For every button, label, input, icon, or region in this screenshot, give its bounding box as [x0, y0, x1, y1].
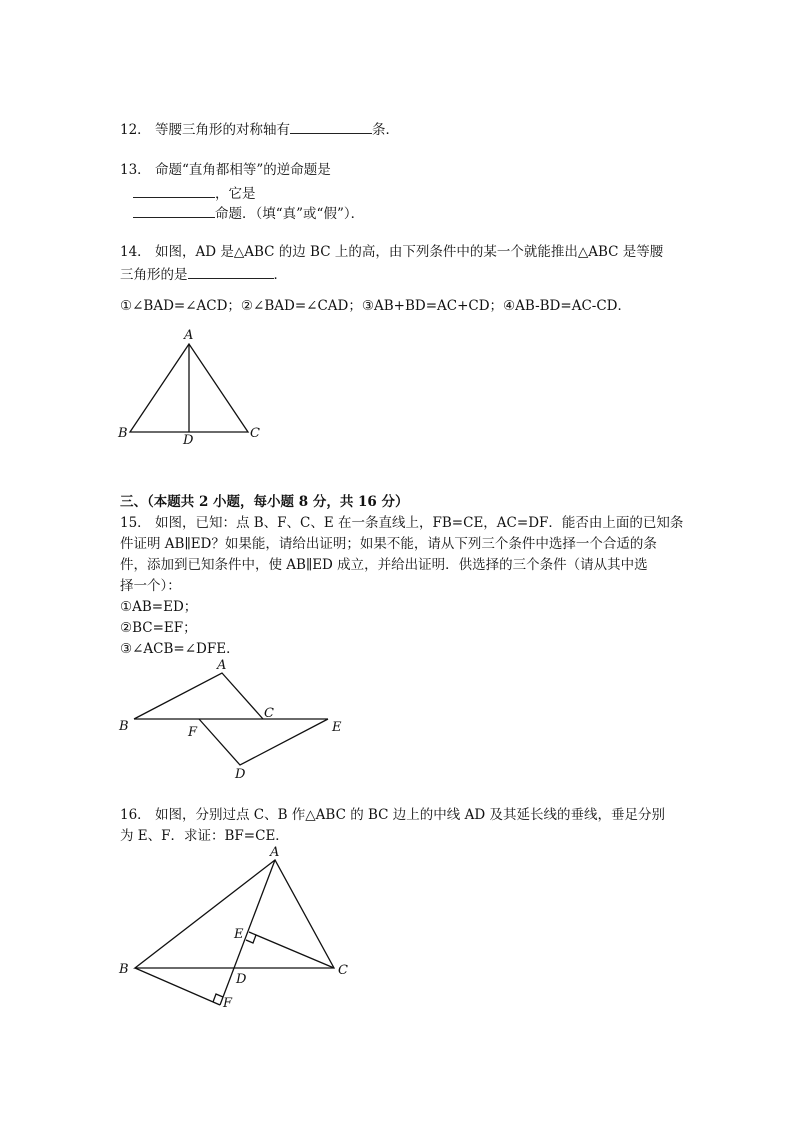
q16-right-angle-e: [246, 935, 256, 943]
q16-perpendicular-bf: [135, 968, 220, 1005]
q15-label-d: D: [235, 767, 246, 782]
q16-label-a: A: [270, 845, 280, 860]
q14-options: ①∠BAD=∠ACD；②∠BAD=∠CAD；③AB+BD=AC+CD；④AB-BD=AC-CD．: [120, 298, 631, 314]
q12-line: [120, 119, 399, 139]
q15-figure: [110, 655, 360, 785]
q16-label-f: F: [223, 996, 233, 1011]
q15-line3: 件，添加到已知条件中，使 AB∥ED 成立，并给出证明．供选择的三个条件（请从其中选: [120, 557, 648, 573]
q13-answer-blank-1[interactable]: [133, 183, 215, 198]
section3-title: 三、（本题共 2 小题，每小题 8 分，共 16 分）: [120, 494, 409, 510]
q14-line2: [120, 264, 287, 284]
q15-line1: 15． 如图，已知：点 B、F、C、E 在一条直线上，FB=CE，AC=DF．能否由上面的已知条: [120, 515, 684, 531]
q14-label-d: D: [183, 433, 194, 448]
q15-line4: 择一个）：: [120, 578, 181, 594]
q15-condition-1: ①AB=ED；: [120, 599, 198, 615]
q14-triangle-figure: [110, 325, 280, 450]
q14-line2-end: ．: [273, 267, 287, 283]
q16-label-e: E: [234, 927, 244, 942]
q14-answer-blank[interactable]: [188, 264, 274, 279]
q15-triangle-abc: [134, 673, 263, 719]
q12-answer-blank[interactable]: [290, 119, 372, 134]
q13-answer-blank-2[interactable]: [133, 203, 215, 218]
q13-line1: 13． 命题“直角都相等”的逆命题是: [120, 162, 331, 178]
q13-line2-suffix: ，它是: [215, 186, 256, 202]
q14-line2-text: 三角形的是: [120, 267, 188, 283]
q15-label-c: C: [264, 706, 274, 721]
q16-line1: 16． 如图，分别过点 C、B 作△ABC 的 BC 边上的中线 AD 及其延长线的垂线，垂足分别: [120, 807, 665, 823]
q16-perpendicular-ce: [249, 932, 334, 968]
q15-label-f: F: [188, 725, 198, 740]
q13-line2: [133, 183, 256, 203]
q15-label-b: B: [119, 719, 129, 734]
q15-line2: 件证明 AB∥ED？如果能，请给出证明；如果不能，请从下列三个条件中选择一个合适的条: [120, 536, 657, 552]
q14-label-c: C: [250, 426, 260, 441]
q16-label-d: D: [236, 972, 247, 987]
q15-triangle-fde: [199, 719, 328, 765]
q15-condition-2: ②BC=EF；: [120, 620, 197, 636]
q14-label-a: A: [184, 328, 194, 343]
q16-label-c: C: [338, 963, 348, 978]
q15-condition-3: ③∠ACB=∠DFE．: [120, 641, 240, 657]
q16-triangle-abc: [135, 860, 334, 968]
q13-line3-suffix: 命题．（填“真”或“假”）．: [215, 206, 365, 222]
q13-line3: [133, 203, 364, 223]
q16-line2: 为 E、F．求证：BF=CE．: [120, 828, 289, 844]
q14-line1: 14． 如图，AD 是△ABC 的边 BC 上的高，由下列条件中的某一个就能推出△ABC 是等腰: [120, 244, 664, 260]
q15-label-a: A: [217, 658, 227, 673]
q12-text: 12． 等腰三角形的对称轴有: [120, 122, 290, 138]
q14-label-b: B: [118, 426, 128, 441]
q16-label-b: B: [119, 962, 129, 977]
q15-label-e: E: [332, 720, 342, 735]
q12-suffix: 条．: [371, 122, 399, 138]
q16-figure: [110, 843, 360, 1013]
